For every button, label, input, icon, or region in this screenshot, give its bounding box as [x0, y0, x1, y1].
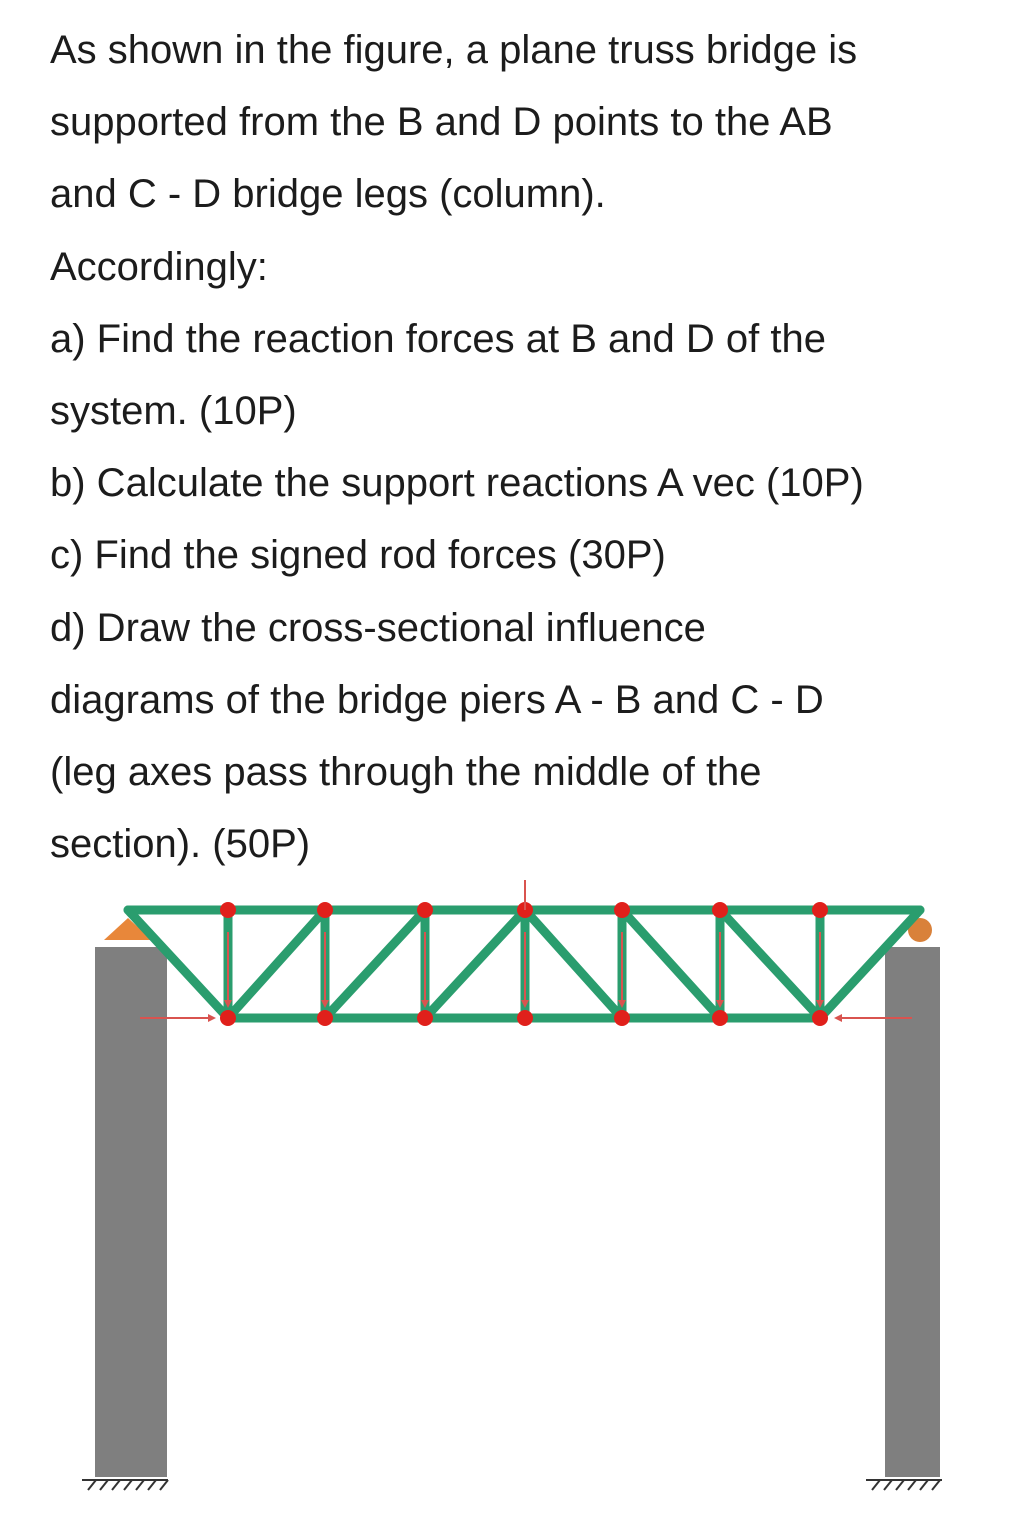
fixed-support-a	[82, 1480, 168, 1490]
problem-line: Accordingly:	[50, 244, 268, 289]
problem-line: diagrams of the bridge piers A - B and C - D	[50, 677, 824, 722]
problem-line: supported from the B and D points to the AB	[50, 100, 833, 145]
problem-line: and C - D bridge legs (column).	[50, 172, 606, 217]
truss-bridge-figure	[0, 880, 1023, 1531]
pier-cd	[885, 947, 940, 1477]
pier-ab	[95, 947, 167, 1477]
problem-line: a) Find the reaction forces at B and D of the	[50, 316, 826, 361]
problem-statement	[50, 14, 1015, 880]
problem-line: c) Find the signed rod forces (30P)	[50, 533, 666, 578]
problem-line: section). (50P)	[50, 822, 311, 867]
problem-line: system. (10P)	[50, 388, 297, 433]
problem-line: d) Draw the cross-sectional influence	[50, 605, 706, 650]
problem-line: (leg axes pass through the middle of the	[50, 749, 762, 794]
fixed-support-c	[866, 1480, 942, 1490]
problem-line: b) Calculate the support reactions A vec (10P)	[50, 461, 864, 506]
problem-line: As shown in the figure, a plane truss bridge is	[50, 28, 858, 72]
